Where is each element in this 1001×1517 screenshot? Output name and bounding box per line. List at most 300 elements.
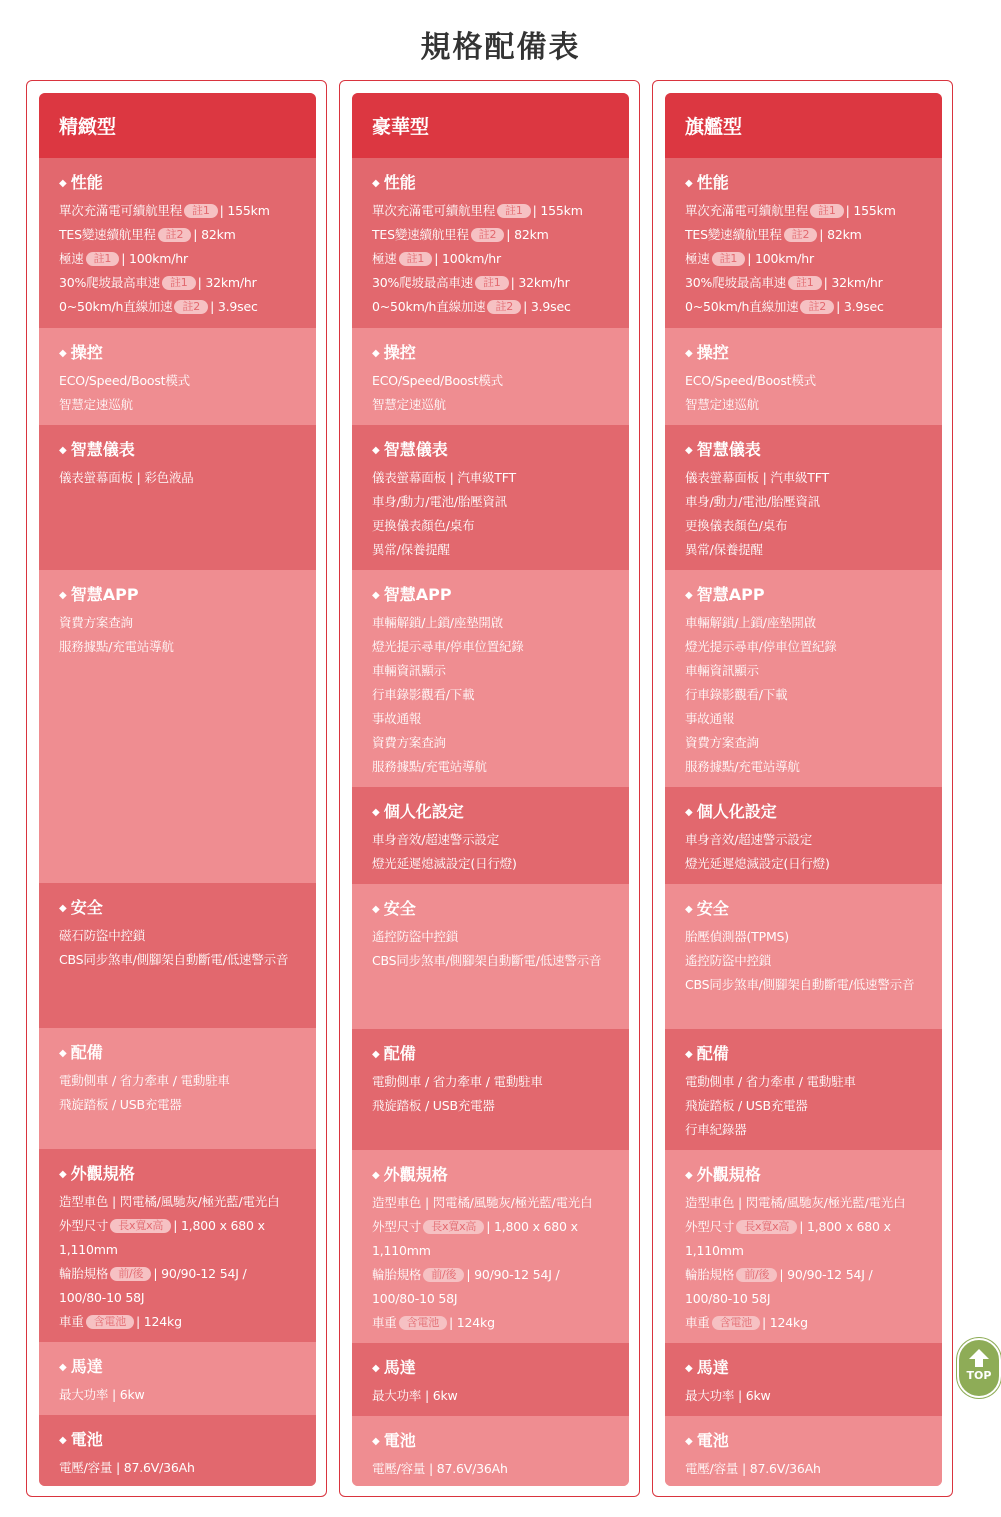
spec-value: | 1,800 x 680 x 1,110mm [372,1219,578,1258]
spec-line [59,271,296,295]
spec-section [352,570,629,787]
section-title [59,900,296,916]
note-badge: 註2 [487,300,521,314]
spec-card [352,93,629,1486]
spec-value: | 155km [532,203,583,218]
spec-text: 最大功率 | 6kw [372,1388,458,1403]
spec-line [685,199,922,223]
spec-line [372,1191,609,1215]
diamond-bullet-icon: ◆ [372,904,380,915]
spec-value: | 3.9sec [836,299,884,314]
section-title [372,804,609,820]
section-title [59,587,296,603]
spec-line [685,369,922,393]
note-badge: 長x寬x高 [110,1219,171,1233]
section-title [59,1045,296,1061]
section-title [685,345,922,361]
spec-value: | 100km/hr [121,251,188,266]
section-title [685,804,922,820]
spec-line [372,1457,609,1481]
spec-text: 30%爬坡最高車速 [59,275,160,290]
spec-section [665,1343,942,1416]
spec-text: 飛旋踏板 / USB充電器 [685,1098,808,1113]
spec-line [372,1094,609,1118]
spec-column [339,80,640,1497]
spec-text: TES變速續航里程 [59,227,156,242]
diamond-bullet-icon: ◆ [59,1435,67,1446]
spec-text: CBS同步煞車/側腳架自動斷電/低速警示音 [372,953,602,968]
section-title [685,1046,922,1062]
spec-section [665,158,942,328]
spec-line [372,683,609,707]
spec-section [39,328,316,425]
section-title [685,442,922,458]
spec-line [59,1310,296,1334]
spec-text: 燈光延遲熄滅設定(日行燈) [685,856,830,871]
spec-line [372,1070,609,1094]
spec-line [372,852,609,876]
note-badge: 註2 [158,228,192,242]
section-title-text: 安全 [696,899,729,918]
spec-line [59,611,296,635]
spec-text: 儀表螢幕面板 | 汽車級TFT [685,470,829,485]
spec-line [59,247,296,271]
spec-line [372,755,609,779]
spec-value: | 32km/hr [510,275,570,290]
spec-value: | 3.9sec [210,299,258,314]
spec-text: 異常/保養提醒 [372,542,450,557]
spec-text: 資費方案查詢 [59,615,133,630]
spec-line [685,973,922,997]
spec-line [685,247,922,271]
spec-line [685,659,922,683]
spec-value: | 90/90-12 54J / 100/80-10 58J [372,1267,560,1306]
back-to-top-label: TOP [966,1369,992,1382]
diamond-bullet-icon: ◆ [59,590,67,601]
section-title [59,1359,296,1375]
spec-line [685,466,922,490]
spec-line [372,731,609,755]
spec-value: | 100km/hr [434,251,501,266]
spec-text: 智慧定速巡航 [685,397,759,412]
spec-line [685,1457,922,1481]
section-title [372,1360,609,1376]
spec-line [372,271,609,295]
spec-text: 外型尺寸 [372,1219,422,1234]
spec-section [665,570,942,787]
diamond-bullet-icon: ◆ [685,178,693,189]
section-title-text: 電池 [70,1430,103,1449]
spec-value: | 100km/hr [747,251,814,266]
diamond-bullet-icon: ◆ [372,1170,380,1181]
diamond-bullet-icon: ◆ [685,1363,693,1374]
spec-text: 飛旋踏板 / USB充電器 [59,1097,182,1112]
section-title [59,175,296,191]
spec-section [352,884,629,1029]
spec-text: 0~50km/h直線加速 [372,299,486,314]
section-title-text: 安全 [70,898,103,917]
spec-section [352,425,629,570]
note-badge: 註2 [800,300,834,314]
spec-line [685,538,922,562]
spec-text: ECO/Speed/Boost模式 [372,373,503,388]
spec-line [372,949,609,973]
spec-section [352,158,629,328]
spec-text: 0~50km/h直線加速 [685,299,799,314]
spec-line [59,1214,296,1262]
section-title-text: 智慧儀表 [70,440,135,459]
spec-line [59,1069,296,1093]
spec-section [39,1415,316,1486]
spec-line [59,635,296,659]
spec-text: CBS同步煞車/側腳架自動斷電/低速警示音 [685,977,915,992]
spec-line [59,295,296,319]
spec-section [352,1150,629,1343]
diamond-bullet-icon: ◆ [59,445,67,456]
spec-column [26,80,327,1497]
spec-line [685,731,922,755]
spec-line [59,1190,296,1214]
diamond-bullet-icon: ◆ [685,445,693,456]
note-badge: 註1 [475,276,509,290]
section-title-text: 個人化設定 [696,802,777,821]
section-title-text: 智慧APP [383,585,452,604]
diamond-bullet-icon: ◆ [685,807,693,818]
spec-text: CBS同步煞車/側腳架自動斷電/低速警示音 [59,952,289,967]
spec-text: 單次充滿電可續航里程 [372,203,496,218]
spec-text: 燈光提示尋車/停車位置紀錄 [372,639,524,654]
spec-section [665,1416,942,1486]
note-badge: 註2 [174,300,208,314]
spec-line [685,295,922,319]
spec-text: 資費方案查詢 [372,735,446,750]
spec-text: 最大功率 | 6kw [59,1387,145,1402]
spec-line [685,223,922,247]
section-title-text: 智慧APP [70,585,139,604]
spec-line [372,466,609,490]
note-badge: 含電池 [712,1316,760,1330]
spec-line [372,369,609,393]
spec-text: 電動側車 / 省力牽車 / 電動駐車 [685,1074,856,1089]
spec-text: 飛旋踏板 / USB充電器 [372,1098,495,1113]
section-title-text: 配備 [383,1044,416,1063]
spec-line [372,514,609,538]
note-badge: 註1 [86,252,120,266]
spec-text: 智慧定速巡航 [59,397,133,412]
spec-section [352,787,629,884]
spec-card [39,93,316,1486]
model-name: 豪華型 [352,93,629,158]
diamond-bullet-icon: ◆ [372,590,380,601]
spec-line [685,828,922,852]
spec-text: 車身/動力/電池/胎壓資訊 [372,494,508,509]
note-badge: 註2 [471,228,505,242]
section-title-text: 性能 [70,173,103,192]
spec-line [372,1215,609,1263]
diamond-bullet-icon: ◆ [59,348,67,359]
diamond-bullet-icon: ◆ [685,348,693,359]
spec-section [665,328,942,425]
diamond-bullet-icon: ◆ [685,904,693,915]
spec-section [665,787,942,884]
spec-text: 服務據點/充電站導航 [685,759,800,774]
section-title [372,345,609,361]
spec-section [39,425,316,570]
spec-text: 輪胎規格 [685,1267,735,1282]
spec-text: 遙控防盜中控鎖 [685,953,772,968]
spec-line [685,1094,922,1118]
spec-text: 30%爬坡最高車速 [685,275,786,290]
section-title-text: 智慧儀表 [696,440,761,459]
section-title-text: 性能 [383,173,416,192]
spec-section [665,425,942,570]
spec-line [372,925,609,949]
spec-text: 車重 [372,1315,397,1330]
section-title [59,442,296,458]
model-name: 精緻型 [39,93,316,158]
section-title [372,175,609,191]
note-badge: 含電池 [399,1316,447,1330]
spec-text: 資費方案查詢 [685,735,759,750]
spec-line [59,1262,296,1310]
note-badge: 註1 [184,204,218,218]
spec-text: 車身/動力/電池/胎壓資訊 [685,494,821,509]
note-badge: 註2 [784,228,818,242]
spec-line [59,1383,296,1407]
section-title-text: 性能 [696,173,729,192]
spec-line [685,683,922,707]
spec-value: | 82km [193,227,236,242]
note-badge: 註1 [399,252,433,266]
spec-line [59,1456,296,1480]
spec-text: 0~50km/h直線加速 [59,299,173,314]
section-title-text: 電池 [696,1431,729,1450]
spec-section [39,1028,316,1149]
spec-value: | 90/90-12 54J / 100/80-10 58J [59,1266,247,1305]
section-title [685,1360,922,1376]
section-title-text: 配備 [70,1043,103,1062]
spec-text: ECO/Speed/Boost模式 [59,373,190,388]
spec-text: 輪胎規格 [372,1267,422,1282]
spec-line [685,611,922,635]
spec-section [352,1029,629,1150]
spec-section [39,570,316,883]
spec-value: | 124kg [449,1315,495,1330]
spec-value: | 1,800 x 680 x 1,110mm [685,1219,891,1258]
spec-text: 事故通報 [685,711,735,726]
spec-text: 電動側車 / 省力牽車 / 電動駐車 [59,1073,230,1088]
diamond-bullet-icon: ◆ [372,1049,380,1060]
spec-text: 行車錄影觀看/下載 [685,687,788,702]
spec-text: 車身音效/超速警示設定 [685,832,813,847]
spec-line [59,924,296,948]
spec-line [372,247,609,271]
diamond-bullet-icon: ◆ [372,348,380,359]
spec-line [59,466,296,490]
section-title-text: 外觀規格 [383,1165,448,1184]
spec-section [352,328,629,425]
note-badge: 前/後 [736,1268,777,1282]
note-badge: 長x寬x高 [423,1220,484,1234]
spec-line [372,538,609,562]
section-title [372,587,609,603]
spec-section [665,1029,942,1150]
diamond-bullet-icon: ◆ [685,1170,693,1181]
section-title-text: 操控 [70,343,103,362]
spec-text: 服務據點/充電站導航 [372,759,487,774]
section-title-text: 智慧儀表 [383,440,448,459]
spec-text: 極速 [59,251,84,266]
section-title-text: 外觀規格 [696,1165,761,1184]
spec-line [372,659,609,683]
note-badge: 註1 [497,204,531,218]
spec-value: | 82km [506,227,549,242]
spec-text: TES變速續航里程 [372,227,469,242]
section-title [372,1433,609,1449]
spec-line [372,707,609,731]
spec-text: 服務據點/充電站導航 [59,639,174,654]
spec-card [665,93,942,1486]
spec-value: | 32km/hr [823,275,883,290]
spec-value: | 82km [819,227,862,242]
spec-line [59,1093,296,1117]
arrow-up-icon [968,1348,990,1368]
section-title [59,345,296,361]
spec-text: 極速 [685,251,710,266]
spec-section [39,1149,316,1342]
section-title-text: 電池 [383,1431,416,1450]
spec-line [685,1118,922,1142]
section-title-text: 智慧APP [696,585,765,604]
spec-section [39,158,316,328]
spec-value: | 32km/hr [197,275,257,290]
spec-line [685,1191,922,1215]
spec-section [665,1150,942,1343]
spec-line [685,1311,922,1335]
spec-text: 單次充滿電可續航里程 [59,203,183,218]
spec-text: 更換儀表顏色/桌布 [372,518,475,533]
diamond-bullet-icon: ◆ [372,178,380,189]
spec-text: 外型尺寸 [59,1218,109,1233]
spec-line [685,490,922,514]
note-badge: 註1 [810,204,844,218]
diamond-bullet-icon: ◆ [685,590,693,601]
spec-line [59,948,296,972]
model-name: 旗艦型 [665,93,942,158]
diamond-bullet-icon: ◆ [59,903,67,914]
spec-section [39,883,316,1028]
spec-line [685,1384,922,1408]
spec-text: 智慧定速巡航 [372,397,446,412]
spec-text: 胎壓偵測器(TPMS) [685,929,789,944]
section-title [372,1167,609,1183]
spec-text: 電動側車 / 省力牽車 / 電動駐車 [372,1074,543,1089]
section-title [685,175,922,191]
section-title [372,1046,609,1062]
spec-text: 燈光提示尋車/停車位置紀錄 [685,639,837,654]
spec-line [685,393,922,417]
diamond-bullet-icon: ◆ [59,178,67,189]
spec-text: 造型車色 | 閃電橘/風馳灰/極光藍/電光白 [372,1195,593,1210]
spec-line [59,369,296,393]
section-title [372,442,609,458]
back-to-top-button[interactable] [957,1338,1001,1398]
spec-text: 磁石防盜中控鎖 [59,928,146,943]
spec-line [372,1263,609,1311]
spec-text: 30%爬坡最高車速 [372,275,473,290]
spec-text: 電壓/容量 | 87.6V/36Ah [59,1460,195,1475]
section-title-text: 外觀規格 [70,1164,135,1183]
section-title [372,901,609,917]
spec-line [372,1384,609,1408]
diamond-bullet-icon: ◆ [372,1436,380,1447]
spec-line [59,223,296,247]
spec-text: ECO/Speed/Boost模式 [685,373,816,388]
note-badge: 註1 [712,252,746,266]
note-badge: 註1 [162,276,196,290]
spec-text: 車身音效/超速警示設定 [372,832,500,847]
spec-text: 行車錄影觀看/下載 [372,687,475,702]
spec-line [372,828,609,852]
section-title-text: 馬達 [696,1358,729,1377]
spec-line [685,1215,922,1263]
spec-value: | 124kg [136,1314,182,1329]
spec-text: 單次充滿電可續航里程 [685,203,809,218]
note-badge: 前/後 [110,1267,151,1281]
spec-text: 燈光延遲熄滅設定(日行燈) [372,856,517,871]
diamond-bullet-icon: ◆ [685,1436,693,1447]
section-title [59,1166,296,1182]
spec-line [685,1263,922,1311]
spec-text: 儀表螢幕面板 | 彩色液晶 [59,470,194,485]
spec-line [372,1311,609,1335]
spec-line [685,852,922,876]
spec-text: 造型車色 | 閃電橘/風馳灰/極光藍/電光白 [59,1194,280,1209]
spec-line [685,755,922,779]
diamond-bullet-icon: ◆ [59,1048,67,1059]
spec-text: 更換儀表顏色/桌布 [685,518,788,533]
spec-text: 輪胎規格 [59,1266,109,1281]
spec-text: 電壓/容量 | 87.6V/36Ah [685,1461,821,1476]
section-title [685,1433,922,1449]
spec-line [59,199,296,223]
section-title [59,1432,296,1448]
spec-line [685,514,922,538]
spec-section [352,1416,629,1486]
spec-text: 外型尺寸 [685,1219,735,1234]
spec-text: TES變速續航里程 [685,227,782,242]
diamond-bullet-icon: ◆ [372,807,380,818]
spec-line [685,1070,922,1094]
spec-line [685,635,922,659]
spec-value: | 1,800 x 680 x 1,110mm [59,1218,265,1257]
spec-text: 儀表螢幕面板 | 汽車級TFT [372,470,516,485]
spec-text: 極速 [372,251,397,266]
section-title-text: 馬達 [383,1358,416,1377]
note-badge: 註1 [788,276,822,290]
diamond-bullet-icon: ◆ [372,1363,380,1374]
spec-text: 電壓/容量 | 87.6V/36Ah [372,1461,508,1476]
spec-value: | 3.9sec [523,299,571,314]
spec-value: | 155km [219,203,270,218]
spec-text: 車重 [59,1314,84,1329]
section-title-text: 操控 [696,343,729,362]
spec-line [372,223,609,247]
spec-section [665,884,942,1029]
spec-line [372,199,609,223]
section-title [685,1167,922,1183]
spec-line [59,393,296,417]
